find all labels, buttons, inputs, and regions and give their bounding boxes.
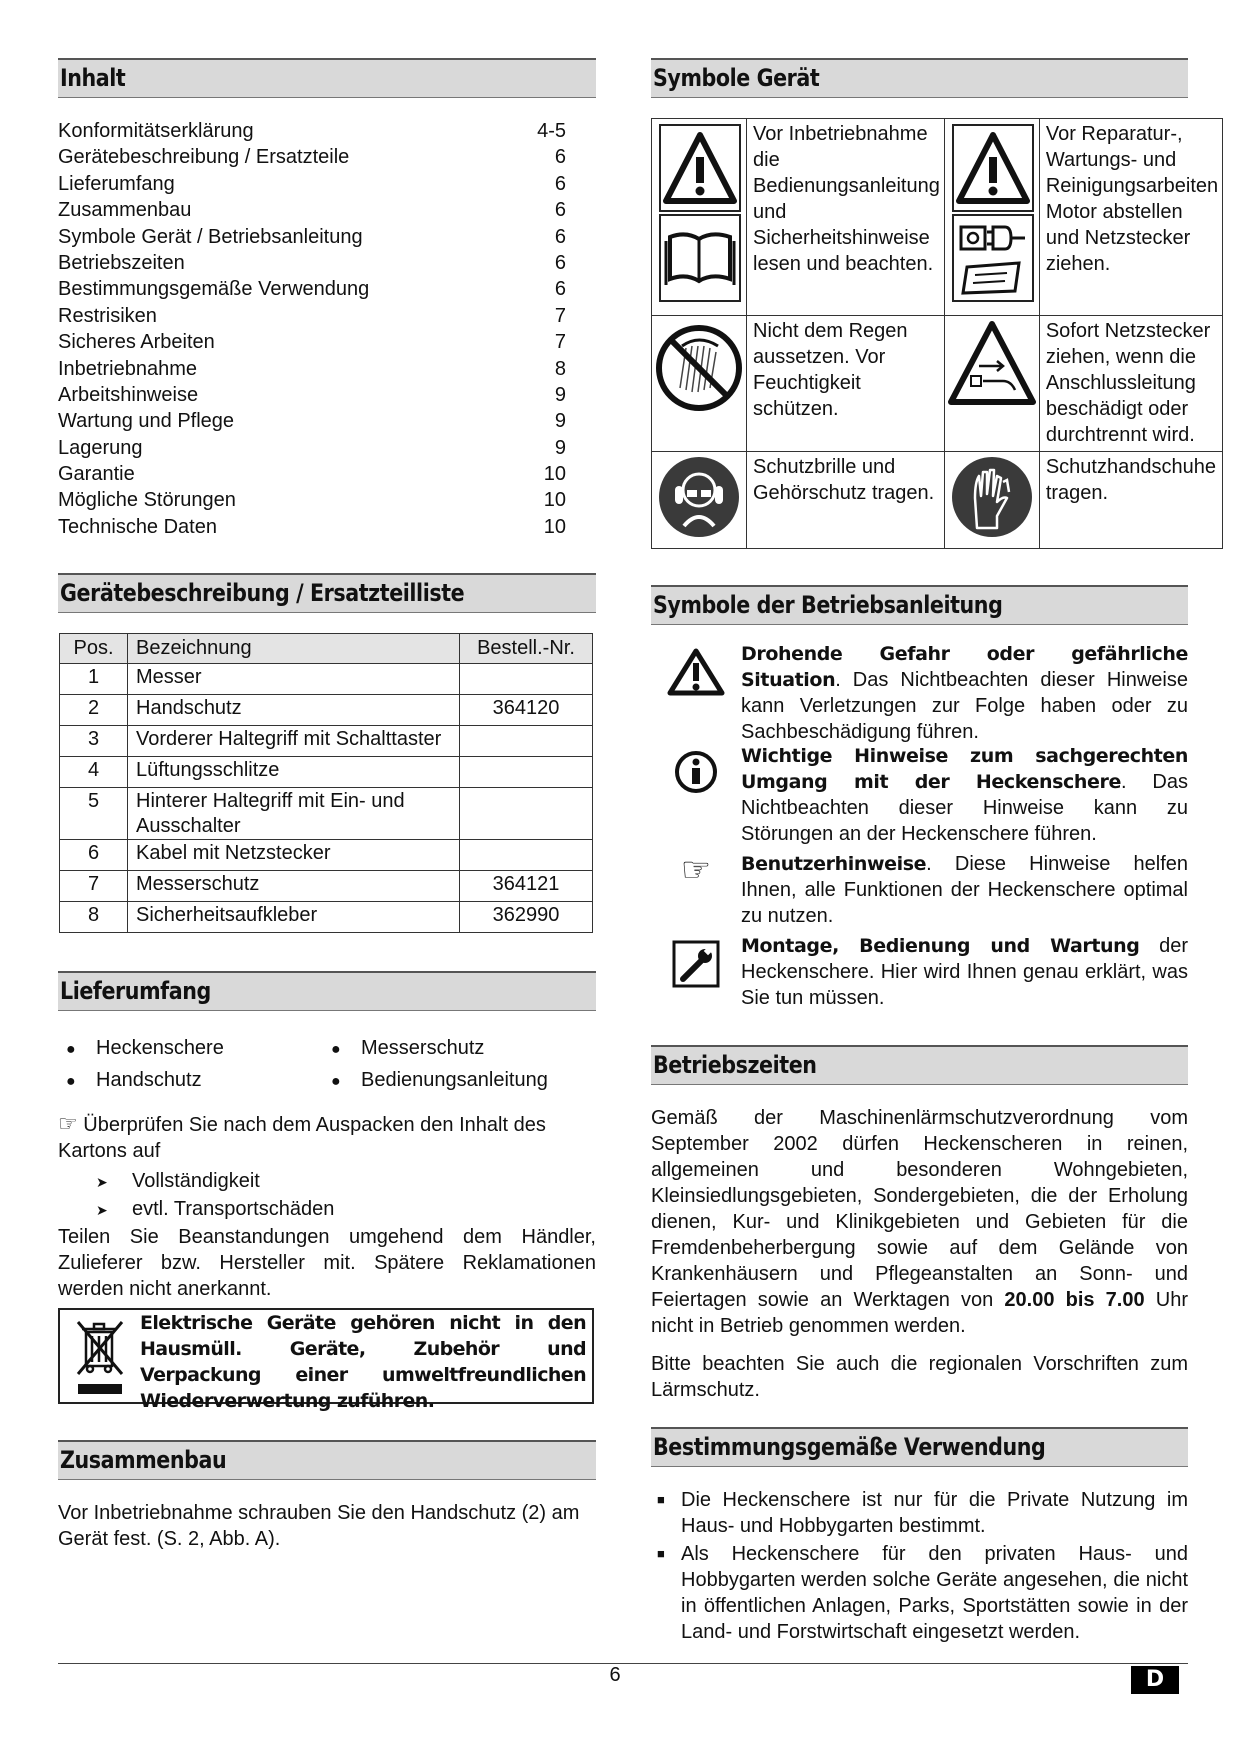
pointing-hand-icon: ☞ bbox=[58, 1111, 78, 1137]
delivery-heading: Lieferumfang bbox=[58, 971, 596, 1011]
table-row: 4 Lüftungsschlitze bbox=[60, 757, 593, 788]
parts-heading: Gerätebeschreibung / Ersatzteilliste bbox=[58, 573, 596, 613]
symbol-cell bbox=[652, 316, 747, 452]
intended-use-list bbox=[651, 1487, 1188, 1645]
table-row: 1 Messer bbox=[60, 664, 593, 695]
list-item: ■ Die Heckenschere ist nur für die Private Nutzung im Haus- und Hobbygarten bestimmt. bbox=[657, 1489, 1188, 1537]
symbol-cell bbox=[944, 316, 1039, 452]
assembly-heading: Zusammenbau bbox=[58, 1440, 596, 1480]
operating-times-text: Gemäß der Maschinenlärmschutzverordnung vom September 2002 dürfen Heckenscheren in reinen, allgemeinen und besonderen Wohngebieten, Kleinsiedlungsgebieten, Sondergebieten, die der Erholung dienen, Kur- und Klinikgebieten und Gebieten für die Fremdenbeherbergung sowie auf dem Gelände von Krankenhäusern und Pflegeanstalten an Sonn- und Feiertagen sowie an Werktagen von 20.00 bis 7.00 Uhr nicht in Betrieb genommen werden. bbox=[651, 1107, 1188, 1337]
parts-table bbox=[59, 633, 593, 933]
col-header-name: Bezeichnung bbox=[128, 634, 460, 664]
wrench-icon bbox=[671, 939, 721, 989]
list-item: ● Bedienungsanleitung bbox=[331, 1069, 548, 1092]
manual-symbols-heading: Symbole der Betriebsanleitung bbox=[651, 585, 1188, 625]
table-row: 5 Hinterer Haltegriff mit Ein- und Ausschalter bbox=[60, 788, 593, 840]
toc-row[interactable]: Restrisiken 7 bbox=[58, 304, 566, 327]
table-row: 8 Sicherheitsaufkleber 362990 bbox=[60, 902, 593, 933]
toc-row[interactable]: Technische Daten 10 bbox=[58, 515, 566, 538]
table-row: 3 Vorderer Haltegriff mit Schalttaster bbox=[60, 726, 593, 757]
symbol-cell bbox=[652, 119, 747, 316]
table-row: 7 Messerschutz 364121 bbox=[60, 871, 593, 902]
list-item: Montage, Bedienung und Wartung der Heckenschere. Hier wird Ihnen genau erklärt, was Sie tun müssen. bbox=[651, 933, 1188, 1013]
toc-row[interactable]: Wartung und Pflege 9 bbox=[58, 410, 566, 433]
list-item: ● Handschutz bbox=[66, 1069, 202, 1092]
toc-row[interactable]: Lieferumfang 6 bbox=[58, 172, 566, 195]
list-item: ☞ Benutzerhinweise. Diese Hinweise helfen Ihnen, alle Funktionen der Heckenschere optimal zu nutzen. bbox=[651, 851, 1188, 933]
noise-regulation-text: Bitte beachten Sie auch die regionalen Vorschriften zum Lärmschutz. bbox=[651, 1353, 1188, 1401]
weee-notice: Elektrische Geräte gehören nicht in den Hausmüll. Geräte, Zubehör und Verpackung einer umweltfreundlichen Wiederverwertung zuführen. bbox=[58, 1308, 594, 1404]
warning-unplug-icon bbox=[945, 119, 1039, 309]
language-badge: D bbox=[1131, 1666, 1179, 1694]
list-item: ● Heckenschere bbox=[66, 1037, 224, 1060]
protective-gloves-icon bbox=[945, 452, 1039, 542]
warning-read-manual-icon bbox=[652, 119, 746, 309]
toc-row[interactable]: Betriebszeiten 6 bbox=[58, 251, 566, 274]
symbol-text: Sofort Netzstecker ziehen, wenn die Anschlussleitung beschädigt oder durchtrennt wird. bbox=[1039, 316, 1222, 452]
list-item: Wichtige Hinweise zum sachgerechten Umgang mit der Heckenschere. Das Nichtbeachten dieser Hinweise kann zu Störungen an der Heckenschere führen. bbox=[651, 743, 1188, 851]
warning-triangle-icon bbox=[666, 647, 726, 697]
table-row: 6 Kabel mit Netzstecker bbox=[60, 840, 593, 871]
list-item: ➤ Vollständigkeit bbox=[96, 1170, 260, 1193]
list-item: ● Messerschutz bbox=[331, 1037, 485, 1060]
check-text: ☞ Überprüfen Sie nach dem Auspacken den Inhalt des Kartons auf bbox=[58, 1111, 546, 1163]
symbol-cell bbox=[652, 452, 747, 549]
info-icon bbox=[673, 749, 719, 795]
device-symbols-heading: Symbole Gerät bbox=[651, 58, 1188, 98]
symbol-text: Schutzhandschuhe tragen. bbox=[1039, 452, 1222, 549]
symbol-text: Nicht dem Regen aussetzen. Vor Feuchtigkeit schützen. bbox=[747, 316, 945, 452]
damaged-cable-warning-icon bbox=[945, 316, 1039, 426]
toc-row[interactable]: Inbetriebnahme 8 bbox=[58, 357, 566, 380]
list-item: ■ Als Heckenschere für den privaten Haus- und Hobbygarten werden solche Geräte angesehen, die nicht in öffentlichen Anlagen, Parks, Sportstätten sowie in der Land- und Forstwirtschaft eingesetzt werden. bbox=[657, 1543, 1188, 1643]
page-number: 6 bbox=[609, 1664, 621, 1686]
device-symbols-table bbox=[651, 118, 1223, 549]
eye-ear-protection-icon bbox=[652, 452, 746, 542]
toc-row[interactable]: Zusammenbau 6 bbox=[58, 199, 566, 222]
toc-row[interactable]: Sicheres Arbeiten 7 bbox=[58, 331, 566, 354]
toc-row[interactable]: Arbeitshinweise 9 bbox=[58, 383, 566, 406]
col-header-pos: Pos. bbox=[60, 634, 128, 664]
col-header-nr: Bestell.-Nr. bbox=[460, 634, 593, 664]
no-rain-icon bbox=[652, 316, 746, 426]
symbol-text: Vor Inbetriebnahme die Bedienungsanleitung und Sicherheitshinweise lesen und beachten. bbox=[747, 119, 945, 316]
complaint-text: Teilen Sie Beanstandungen umgehend dem Händler, Zulieferer bzw. Hersteller mit. Spätere Reklamationen werden nicht anerkannt. bbox=[58, 1226, 596, 1301]
toc-row[interactable]: Garantie 10 bbox=[58, 463, 566, 486]
right-column bbox=[651, 58, 1219, 1647]
symbol-text: Schutzbrille und Gehörschutz tragen. bbox=[747, 452, 945, 549]
table-row: 2 Handschutz 364120 bbox=[60, 695, 593, 726]
assembly-text: Vor Inbetriebnahme schrauben Sie den Handschutz (2) am Gerät fest. (S. 2, Abb. A). bbox=[58, 1502, 580, 1551]
contents-heading: Inhalt bbox=[58, 58, 596, 98]
list-item: ➤ evtl. Transportschäden bbox=[96, 1198, 335, 1221]
toc-row[interactable]: Konformitätserklärung 4-5 bbox=[58, 120, 566, 142]
delivery-list bbox=[58, 1033, 596, 1097]
operating-times-heading: Betriebszeiten bbox=[651, 1045, 1188, 1085]
intended-use-heading: Bestimmungsgemäße Verwendung bbox=[651, 1427, 1188, 1467]
manual-symbols-list bbox=[651, 641, 1188, 1013]
toc-row[interactable]: Symbole Gerät / Betriebsanleitung 6 bbox=[58, 225, 566, 248]
symbol-text: Vor Reparatur-, Wartungs- und Reinigungsarbeiten Motor abstellen und Netzstecker ziehen. bbox=[1039, 119, 1222, 316]
toc-row[interactable]: Bestimmungsgemäße Verwendung 6 bbox=[58, 278, 566, 301]
symbol-cell bbox=[944, 119, 1039, 316]
table-of-contents bbox=[58, 118, 596, 540]
toc-row[interactable]: Mögliche Störungen 10 bbox=[58, 489, 566, 512]
check-list bbox=[58, 1168, 596, 1224]
toc-row[interactable]: Gerätebeschreibung / Ersatzteile 6 bbox=[58, 146, 566, 169]
symbol-cell bbox=[944, 452, 1039, 549]
left-column bbox=[58, 58, 596, 1552]
pointing-hand-icon: ☞ bbox=[680, 851, 712, 889]
list-item: Drohende Gefahr oder gefährliche Situation. Das Nichtbeachten dieser Hinweise kann Verletzungen zur Folge haben oder zu Sachbeschädigung führen. bbox=[651, 641, 1188, 743]
crossed-bin-icon bbox=[60, 1310, 140, 1402]
toc-row[interactable]: Lagerung 9 bbox=[58, 436, 566, 459]
